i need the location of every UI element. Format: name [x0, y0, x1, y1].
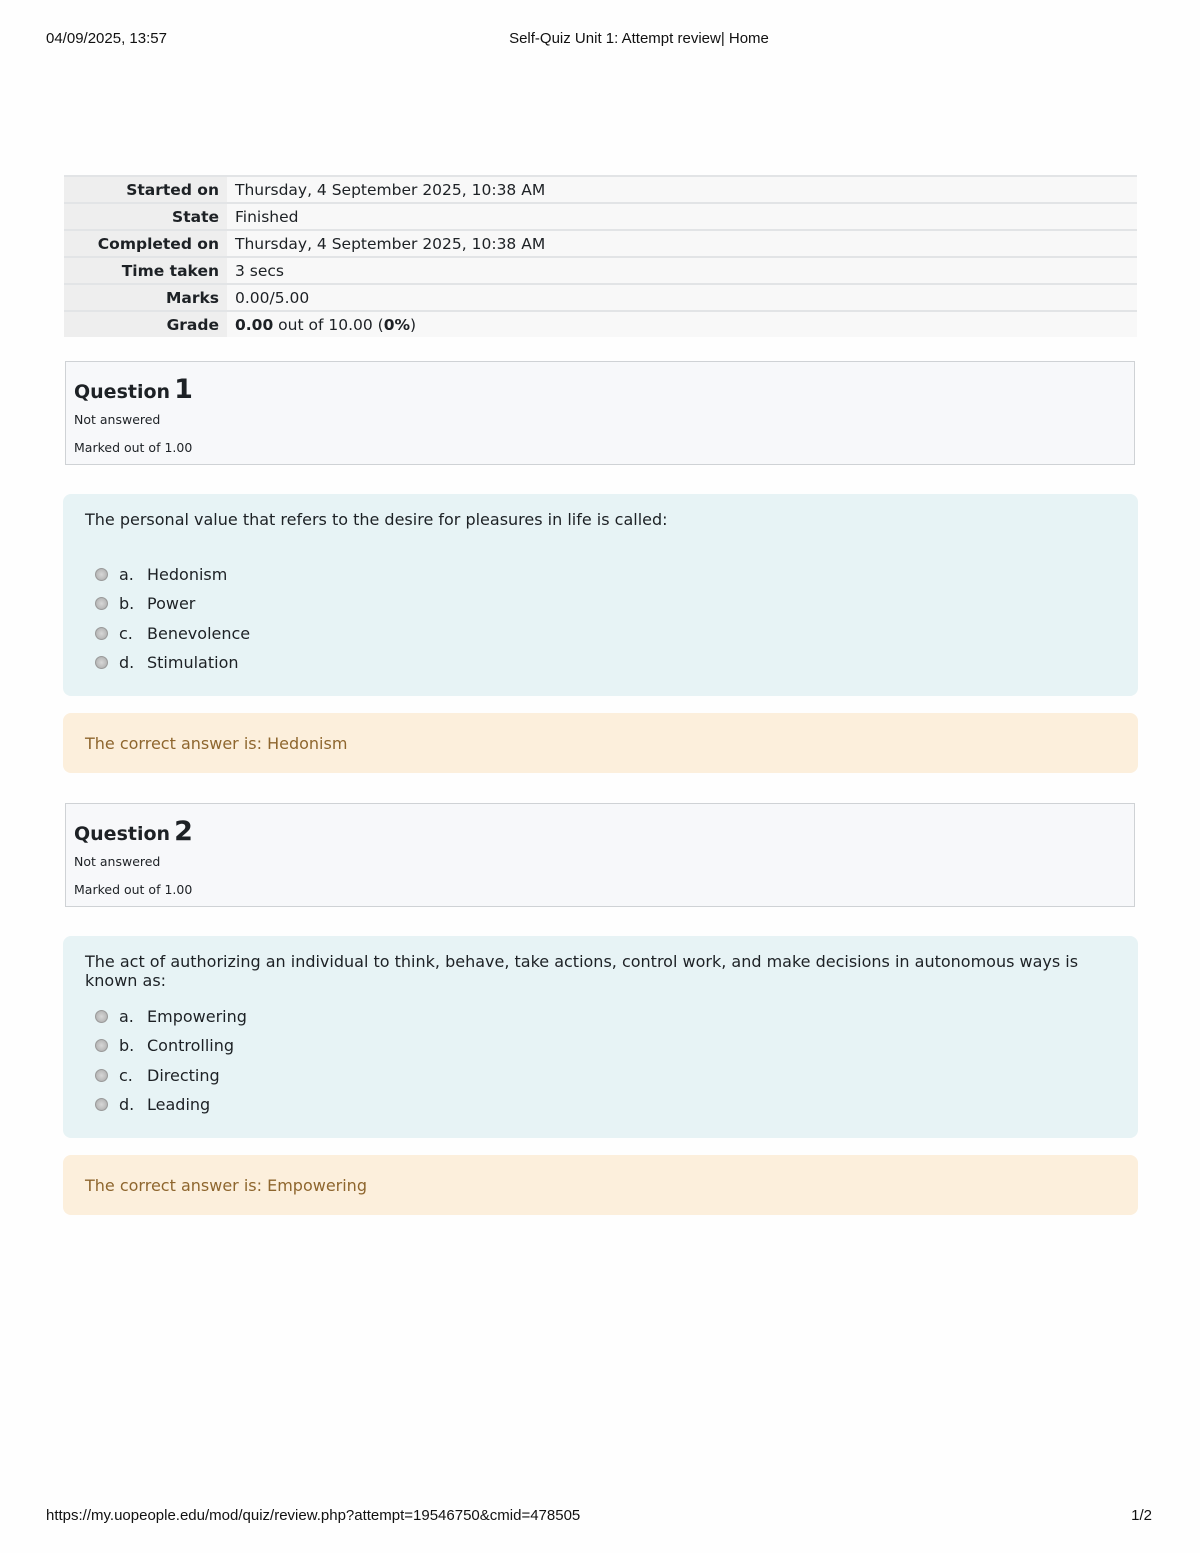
print-footer — [46, 1507, 1152, 1527]
option-text: Leading — [147, 1095, 211, 1115]
option-text: Empowering — [147, 1007, 247, 1027]
grade-score: 0.00 — [235, 315, 274, 334]
print-datetime: 04/09/2025, 13:57 — [46, 30, 167, 47]
option-letter: a. — [119, 565, 134, 585]
radio-icon[interactable] — [95, 597, 108, 610]
started-on-label: Started on — [64, 176, 227, 203]
question-label: Question — [74, 823, 171, 845]
option-letter: c. — [119, 1065, 133, 1085]
option-letter: d. — [119, 653, 135, 673]
grade-label: Grade — [64, 311, 227, 337]
print-url: https://my.uopeople.edu/mod/quiz/review.php?attempt=19546750&cmid=478505 — [46, 1507, 581, 1524]
question-1-grade: Marked out of 1.00 — [74, 440, 193, 455]
question-number: 2 — [174, 816, 193, 847]
question-2-option-c[interactable] — [85, 1061, 1116, 1090]
completed-on-value: Thursday, 4 September 2025, 10:38 AM — [227, 230, 1137, 257]
state-value: Finished — [227, 203, 1137, 230]
question-2-state: Not answered — [74, 854, 161, 869]
question-label: Question — [74, 381, 171, 403]
question-2-grade: Marked out of 1.00 — [74, 882, 193, 897]
option-text: Stimulation — [147, 653, 239, 673]
grade-out-of: out of 10.00 ( — [273, 315, 384, 334]
question-2-formulation — [63, 936, 1138, 1138]
option-text: Benevolence — [147, 623, 251, 643]
radio-icon[interactable] — [95, 1039, 108, 1052]
question-1-option-c[interactable] — [85, 619, 1116, 648]
question-2-option-b[interactable] — [85, 1031, 1116, 1060]
question-2-option-a[interactable] — [85, 1002, 1116, 1031]
option-letter: c. — [119, 623, 133, 643]
started-on-value: Thursday, 4 September 2025, 10:38 AM — [227, 176, 1137, 203]
option-letter: b. — [119, 1036, 135, 1056]
summary-row-time — [64, 257, 1137, 284]
radio-icon[interactable] — [95, 627, 108, 640]
option-text: Hedonism — [147, 565, 228, 585]
option-letter: b. — [119, 594, 135, 614]
time-taken-value: 3 secs — [227, 257, 1137, 284]
radio-icon[interactable] — [95, 568, 108, 581]
question-1-text: The personal value that refers to the desire for pleasures in life is called: — [85, 510, 668, 529]
grade-percent: 0% — [383, 315, 411, 334]
attempt-summary-table — [64, 175, 1137, 337]
question-2-info — [65, 803, 1135, 907]
grade-value — [227, 311, 1137, 337]
time-taken-label: Time taken — [64, 257, 227, 284]
summary-row-grade — [64, 311, 1137, 337]
print-page-number: 1/2 — [1131, 1507, 1152, 1524]
radio-icon[interactable] — [95, 656, 108, 669]
question-2-option-d[interactable] — [85, 1090, 1116, 1119]
question-1-formulation — [63, 494, 1138, 696]
question-2-text: The act of authorizing an individual to think, behave, take actions, control work, and make decisions in autonomous ways is known as: — [85, 952, 1079, 990]
summary-row-completed — [64, 230, 1137, 257]
summary-row-started — [64, 176, 1137, 203]
summary-row-state — [64, 203, 1137, 230]
question-1-feedback: The correct answer is: Hedonism — [63, 713, 1138, 773]
option-letter: d. — [119, 1095, 135, 1115]
marks-label: Marks — [64, 284, 227, 311]
summary-row-marks — [64, 284, 1137, 311]
grade-close: ) — [410, 315, 417, 334]
question-2-title — [74, 816, 1126, 846]
option-text: Power — [147, 594, 196, 614]
question-number: 1 — [174, 374, 193, 405]
option-letter: a. — [119, 1007, 134, 1027]
question-1-option-d[interactable] — [85, 648, 1116, 677]
print-header — [46, 30, 1152, 50]
radio-icon[interactable] — [95, 1010, 108, 1023]
radio-icon[interactable] — [95, 1098, 108, 1111]
question-1-state: Not answered — [74, 412, 161, 427]
question-1-title — [74, 374, 1126, 404]
radio-icon[interactable] — [95, 1069, 108, 1082]
marks-value: 0.00/5.00 — [227, 284, 1137, 311]
question-1-option-b[interactable] — [85, 589, 1116, 618]
question-1-info — [65, 361, 1135, 465]
option-text: Controlling — [147, 1036, 235, 1056]
question-1-option-a[interactable] — [85, 560, 1116, 589]
state-label: State — [64, 203, 227, 230]
question-2-feedback: The correct answer is: Empowering — [63, 1155, 1138, 1215]
completed-on-label: Completed on — [64, 230, 227, 257]
option-text: Directing — [147, 1065, 220, 1085]
print-page-title: Self-Quiz Unit 1: Attempt review| Home — [509, 30, 769, 47]
